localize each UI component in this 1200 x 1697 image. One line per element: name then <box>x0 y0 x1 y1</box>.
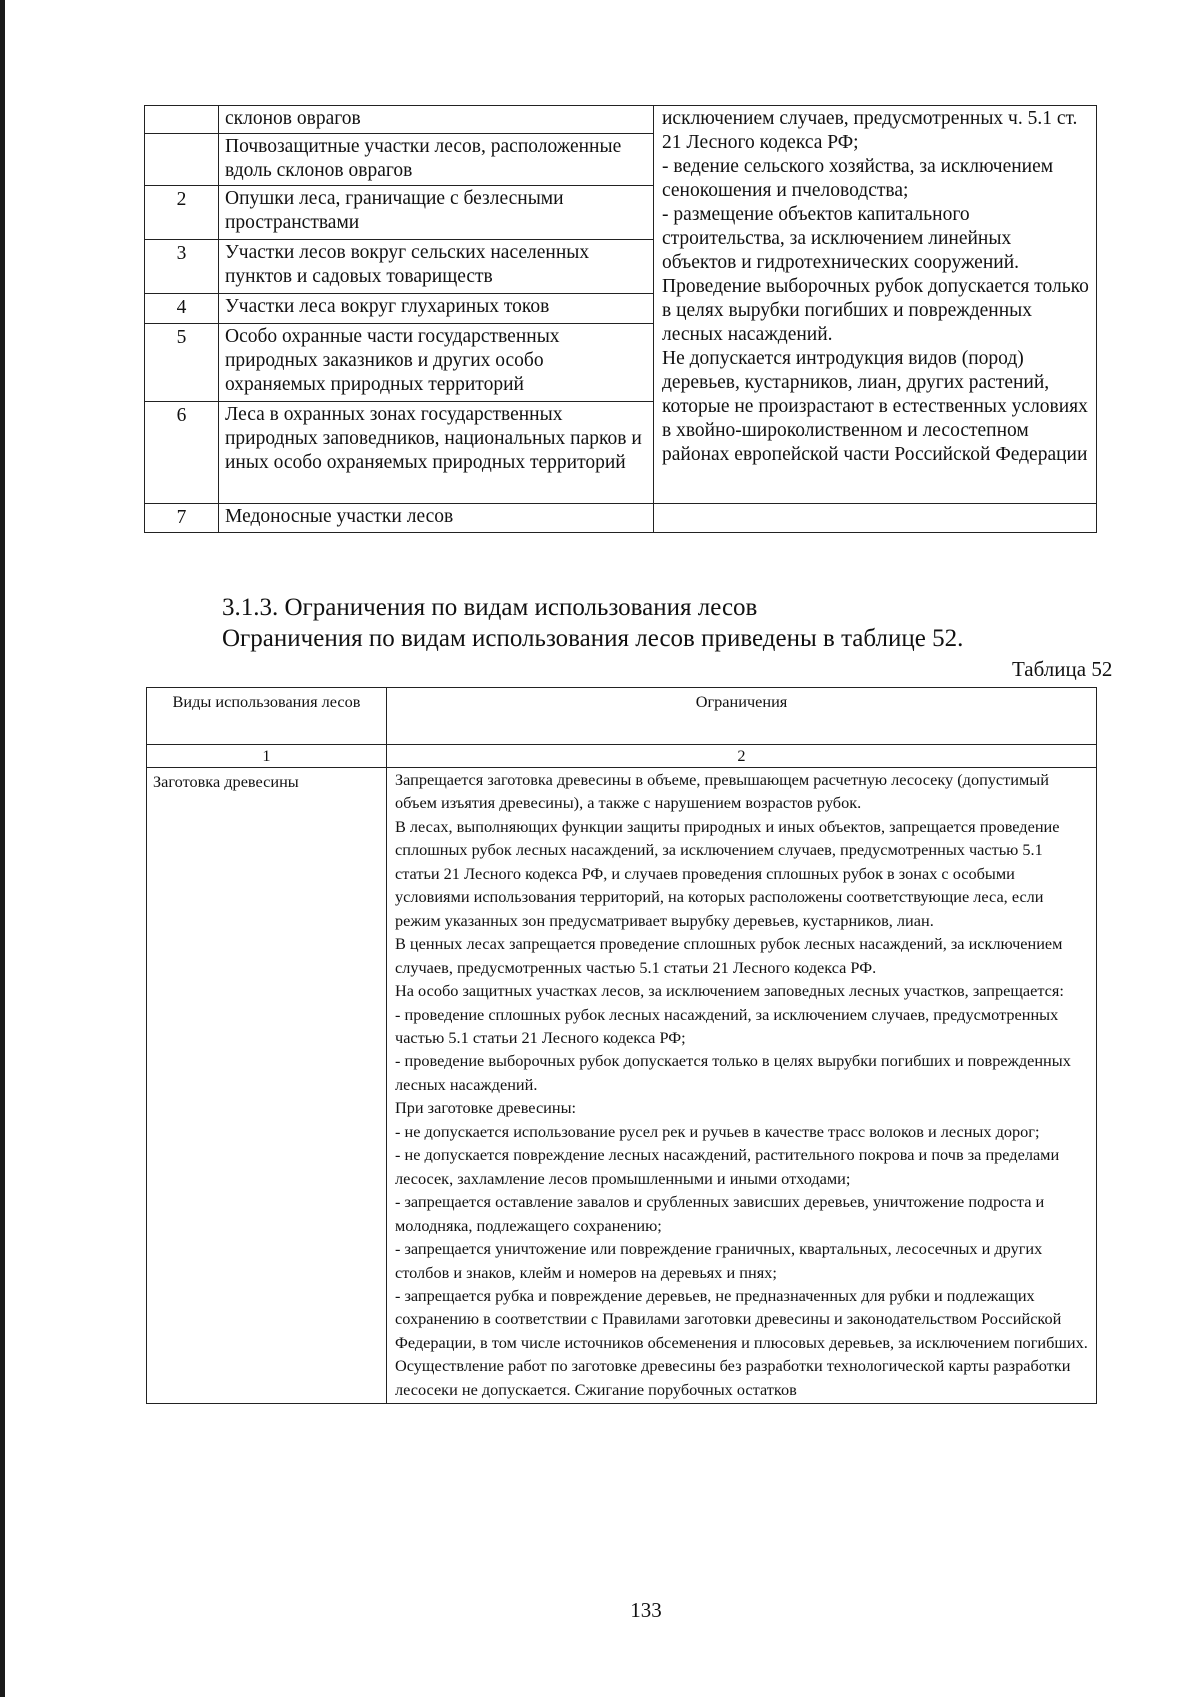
row-number: 6 <box>145 402 219 504</box>
column-index-row <box>147 745 1097 768</box>
table-52 <box>146 687 1097 1404</box>
restriction-text: При заготовке древесины: <box>395 1098 577 1118</box>
restriction-text: - проведение выборочных рубок допускается только в целях вырубки погибших и поврежденных лесных насаждений. <box>395 1051 1071 1094</box>
use-kind: Заготовка древесины <box>147 768 387 1404</box>
area-name: склонов оврагов <box>219 106 654 134</box>
column-index: 2 <box>387 745 1097 768</box>
forest-areas-table <box>144 105 1097 533</box>
regime-cell <box>654 106 1097 504</box>
restriction-text: - не допускается повреждение лесных насаждений, растительного покрова и почв за пределами лесосек, захламление лесов промышленными и иными отходами; <box>395 1145 1060 1188</box>
section-intro: Ограничения по видам использования лесов приведены в таблице 52. <box>222 625 964 652</box>
area-name: Почвозащитные участки лесов, расположенные вдоль склонов оврагов <box>219 134 654 186</box>
regime-text: - размещение объектов капитального строительства, за исключением линейных объектов и гидротехнических сооружений. <box>662 204 1020 273</box>
area-name: Участки лесов вокруг сельских населенных пунктов и садовых товариществ <box>219 240 654 294</box>
empty-cell <box>654 504 1097 533</box>
restriction-text: На особо защитных участках лесов, за исключением заповедных лесных участков, запрещается: <box>395 981 1064 1001</box>
area-name: Леса в охранных зонах государственных природных заповедников, национальных парков и иных особо охраняемых природных территорий <box>219 402 654 504</box>
restriction-text: Осуществление работ по заготовке древесины без разработки технологической карты разработки лесосеки не допускается. Сжигание порубочных остатков <box>395 1356 1071 1399</box>
page-number: 133 <box>630 1598 662 1622</box>
regime-text: Не допускается интродукция видов (пород) деревьев, кустарников, лиан, других растений, которые не произрастают в естественных условиях в хвойно-широколиственном и лесостепном районах европейской части Российской Федерации <box>662 348 1088 465</box>
row-number <box>145 106 219 134</box>
table-row <box>145 106 1097 134</box>
row-number: 3 <box>145 240 219 294</box>
restriction-text: В лесах, выполняющих функции защиты природных и иных объектов, запрещается проведение сплошных рубок лесных насаждений, за исключением случаев, предусмотренных частью 5.1 статьи 21 Лесного кодекса РФ, и случаев проведения сплошных рубок в зонах с особыми условиями использования территорий, на которых расположены соответствующие леса, если режим указанных зон предусматривает вырубку деревьев, кустарников, лиан. <box>395 816 1060 930</box>
table-caption: Таблица 52 <box>1012 657 1113 681</box>
regime-text: исключением случаев, предусмотренных ч. 5.1 ст. 21 Лесного кодекса РФ; <box>662 108 1078 153</box>
section-heading: 3.1.3. Ограничения по видам использования лесов <box>222 594 758 621</box>
table-row <box>147 768 1097 1404</box>
row-number <box>145 134 219 186</box>
restriction-text: - запрещается оставление завалов и срубленных зависших деревьев, уничтожение подроста и молодняка, подлежащего сохранению; <box>395 1192 1045 1235</box>
row-number: 7 <box>145 504 219 533</box>
column-header: Ограничения <box>387 688 1097 745</box>
restriction-text: - не допускается использование русел рек и ручьев в качестве трасс волоков и лесных дорог; <box>395 1121 1040 1141</box>
column-header: Виды использования лесов <box>147 688 387 745</box>
row-number: 2 <box>145 186 219 240</box>
restrictions-cell <box>387 768 1097 1404</box>
regime-text: - ведение сельского хозяйства, за исключением сенокошения и пчеловодства; <box>662 156 1054 201</box>
table-row <box>145 504 1097 533</box>
restriction-text: Запрещается заготовка древесины в объеме, превышающем расчетную лесосеку (допустимый объем изъятия древесины), а также с нарушением возрастов рубок. <box>395 770 1049 813</box>
area-name: Участки леса вокруг глухариных токов <box>219 294 654 324</box>
column-index: 1 <box>147 745 387 768</box>
restriction-text: - запрещается уничтожение или повреждение граничных, квартальных, лесосечных и других столбов и знаков, клейм и номеров на деревьях и пнях; <box>395 1239 1043 1282</box>
area-name: Особо охранные части государственных природных заказников и других особо охраняемых природных территорий <box>219 324 654 402</box>
area-name: Опушки леса, граничащие с безлесными пространствами <box>219 186 654 240</box>
scan-edge <box>0 0 5 1697</box>
table-header-row <box>147 688 1097 745</box>
row-number: 4 <box>145 294 219 324</box>
row-number: 5 <box>145 324 219 402</box>
restriction-text: - запрещается рубка и повреждение деревьев, не предназначенных для рубки и подлежащих сохранению в соответствии с Правилами заготовки древесины и законодательством Российской Федерации, в том числе источников обсеменения и плюсовых деревьев, за исключением погибших. <box>395 1285 1088 1352</box>
restriction-text: - проведение сплошных рубок лесных насаждений, за исключением случаев, предусмотренных частью 5.1 статьи 21 Лесного кодекса РФ; <box>395 1004 1059 1047</box>
regime-text: Проведение выборочных рубок допускается только в целях вырубки погибших и поврежденных лесных насаждений. <box>662 276 1089 345</box>
restriction-text: В ценных лесах запрещается проведение сплошных рубок лесных насаждений, за исключением случаев, предусмотренных частью 5.1 статьи 21 Лесного кодекса РФ. <box>395 934 1063 977</box>
area-name: Медоносные участки лесов <box>219 504 654 533</box>
